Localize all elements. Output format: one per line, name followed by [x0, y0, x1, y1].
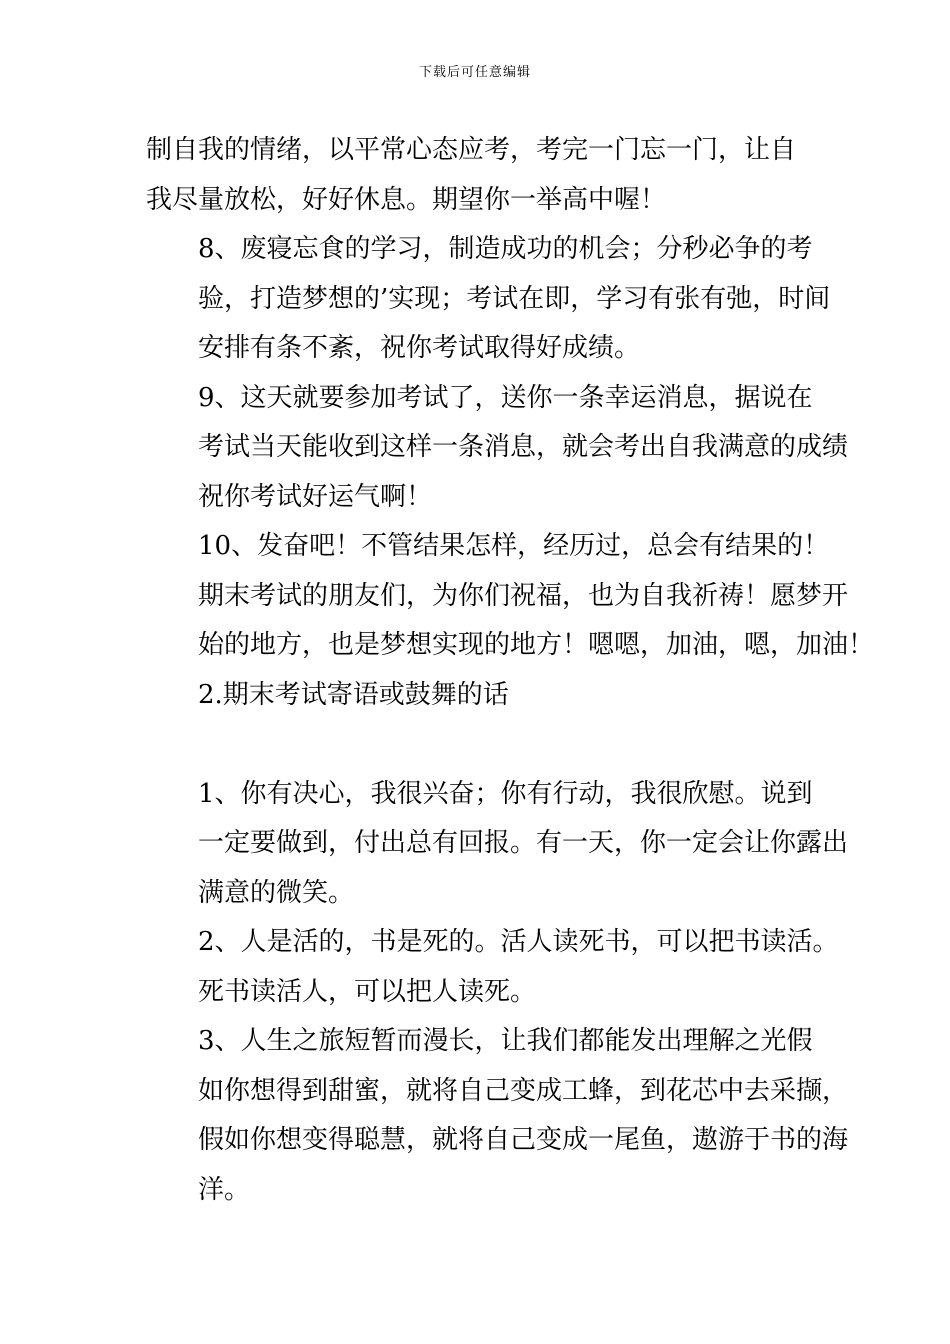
blank-line	[146, 720, 806, 770]
text-line: 期末考试的朋友们，为你们祝福，也为自我祈祷！愿梦开	[198, 580, 849, 611]
text-line: 满意的微笑。	[198, 877, 355, 908]
paragraph	[146, 522, 875, 671]
text-line: 死书读活人，可以把人读死。	[198, 976, 537, 1007]
text-line: 安排有条不紊，祝你考试取得好成绩。	[198, 333, 641, 363]
text-line: 10、发奋吧！不管结果怎样，经历过，总会有结果的！	[198, 531, 830, 561]
paragraph	[146, 374, 849, 523]
text-line: 洋。	[198, 1174, 251, 1205]
text-line: 我尽量放松，好好休息。期望你一举高中喔！	[146, 184, 667, 215]
text-line: 8、废寝忘食的学习，制造成功的机会；分秒必争的考	[198, 234, 813, 264]
text-line: 一定要做到，付出总有回报。有一天，你一定会让你露出	[198, 828, 849, 858]
paragraph	[146, 770, 849, 919]
text-line: 3、人生之旅短暂而漫长，让我们都能发出理解之光假	[198, 1026, 813, 1056]
paragraph	[146, 918, 839, 1017]
paragraph	[146, 225, 831, 374]
document-body	[146, 126, 875, 1215]
text-line: 如你想得到甜蜜，就将自己变成工蜂，到花芯中去采撷，	[198, 1075, 849, 1106]
text-line: 验，打造梦想的’实现；考试在即，学习有张有弛，时间	[198, 283, 831, 314]
text-line: 祝你考试好运气啊！	[198, 481, 433, 512]
text-line: 2.期末考试寄语或鼓舞的话	[198, 679, 509, 710]
text-line: 9、这天就要参加考试了，送你一条幸运消息，据说在	[198, 382, 813, 413]
text-line: 制自我的情绪，以平常心态应考，考完一门忘一门，让自	[146, 135, 797, 165]
page-header: 下载后可任意编辑	[418, 65, 531, 80]
paragraph	[146, 126, 806, 225]
text-line: 1、你有决心，我很兴奋；你有行动，我很欣慰。说到	[198, 778, 813, 809]
text-line: 始的地方，也是梦想实现的地方！嗯嗯，加油，嗯，加油！	[198, 630, 875, 660]
paragraph	[146, 671, 806, 721]
text-line: 2、人是活的，书是死的。活人读死书，可以把书读活。	[198, 927, 839, 957]
text-line: 考试当天能收到这样一条消息，就会考出自我满意的成绩	[198, 432, 849, 462]
paragraph	[146, 1017, 849, 1215]
text-line: 假如你想变得聪慧，就将自己变成一尾鱼，遨游于书的海	[198, 1125, 849, 1155]
